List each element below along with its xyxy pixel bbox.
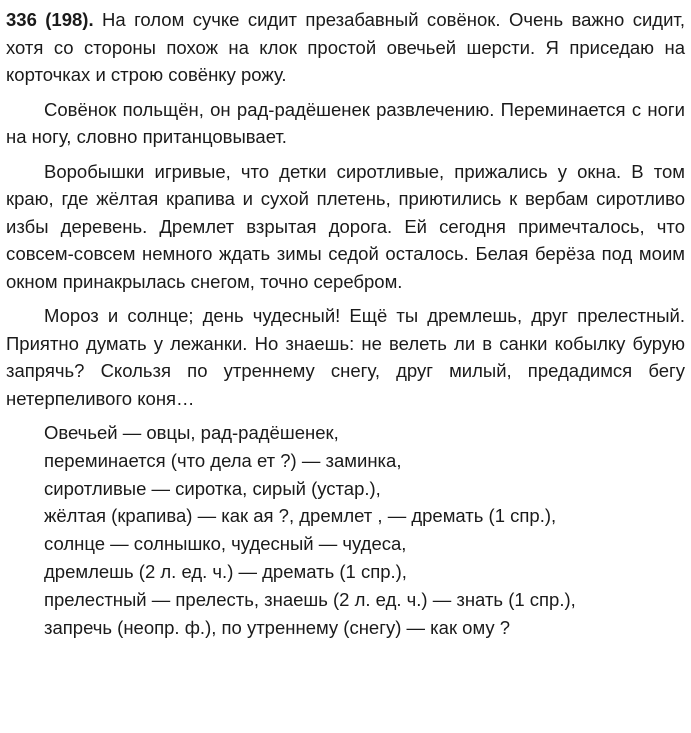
analysis-line-1: Овечьей — овцы, рад-радёшенек, bbox=[44, 422, 339, 443]
analysis-line-7: прелестный — прелесть, знаешь (2 л. ед. ч.) — знать (1 спр.), bbox=[44, 588, 576, 610]
paragraph-1-text: На голом сучке сидит презабавный совёнок. Очень важно сидит, хотя со стороны похож на клок простой овечьей шерсти. Я приседаю на корточках и строю совёнку рожу. bbox=[6, 9, 685, 85]
analysis-line-5: солнце — солнышко, чудесный — чудеса, bbox=[44, 533, 407, 555]
paragraph-3: Воробышки игривые, что детки сиротливые, прижались у окна. В том краю, где жёлтая крапива и сухой плетень, приютились к вербам сиротливо избы деревень. Дремлет взрытая дорога. Ей сегодня примечталось, что совсем-совсем немного ждать зимы седой осталось. Белая берёза под моим окном принакрылась снегом, точно серебром. bbox=[6, 160, 685, 292]
analysis-line-3: сиротливые — сиротка, сирый (устар.), bbox=[44, 477, 381, 499]
paragraph-1 bbox=[6, 6, 685, 89]
analysis-line-8: запречь (неопр. ф.), по утреннему (снегу) — как ому ? bbox=[44, 616, 511, 638]
analysis-line-2: переминается (что дела ет ?) — заминка, bbox=[44, 449, 402, 471]
exercise-number: 336 (198). bbox=[6, 9, 94, 30]
analysis-line-6: дремлешь (2 л. ед. ч.) — дремать (1 спр.), bbox=[44, 560, 407, 582]
word-analysis bbox=[6, 419, 685, 641]
paragraph-2: Совёнок польщён, он рад-радёшенек развлечению. Переминается с ноги на ногу, словно пританцовывает. bbox=[6, 98, 685, 147]
paragraph-4: Мороз и солнце; день чудесный! Ещё ты дремлешь, друг прелестный. Приятно думать у лежанки. Но знаешь: не велеть ли в санки кобылку бурую запрячь? Скользя по утреннему снегу, друг милый, предадимся бегу нетерпеливого коня… bbox=[6, 305, 685, 409]
analysis-line-4: жёлтая (крапива) — как ая ?, дремлет , — дремать (1 спр.), bbox=[44, 505, 557, 527]
